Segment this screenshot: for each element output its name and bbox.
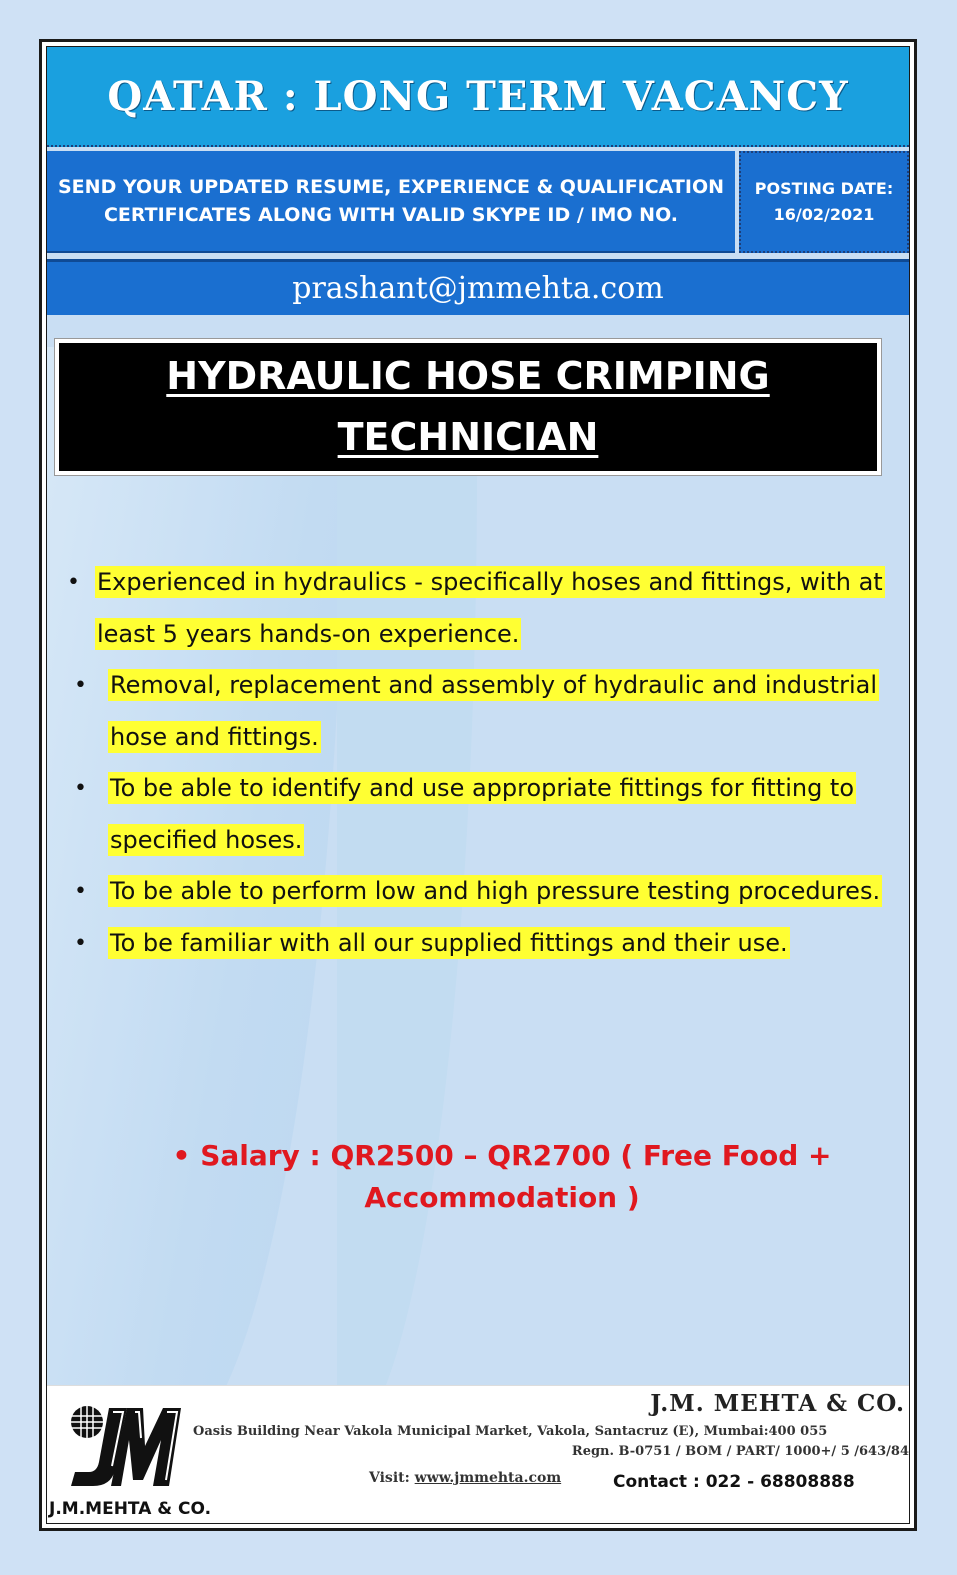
instructions-line-1: SEND YOUR UPDATED RESUME, EXPERIENCE & QUALIFICATION [58,176,724,198]
list-item [74,763,897,866]
logo-caption: J.M.MEHTA & CO. [49,1499,212,1519]
bullet-icon: • [74,879,87,904]
requirement-text: Experienced in hydraulics - specifically hoses and fittings, with at least 5 years hands-on experience. [97,568,883,648]
requirement-text: To be able to identify and use appropriate fittings for fitting to specified hoses. [110,774,855,854]
requirements-list [67,557,897,969]
posting-date-value: 16/02/2021 [773,205,875,224]
contact-email[interactable]: prashant@jmmehta.com [292,271,664,306]
job-title-box [55,339,881,475]
list-item [74,918,897,970]
page-title: QATAR : LONG TERM VACANCY [107,72,849,120]
website-line [369,1470,561,1486]
salary-line-2: Accommodation ) [364,1181,640,1214]
instructions-line-2: CERTIFICATES ALONG WITH VALID SKYPE ID / IMO NO. [103,204,679,226]
list-item [74,660,897,763]
requirement-text: To be able to perform low and high pressure testing procedures. [110,877,881,905]
salary-line-1: • Salary : QR2500 – QR2700 ( Free Food + [172,1139,832,1172]
bullet-icon: • [67,570,80,595]
info-row [47,151,909,253]
website-link[interactable]: www.jmmehta.com [414,1470,562,1486]
bullet-icon: • [74,930,87,956]
registration-number: Regn. B-0751 / BOM / PART/ 1000+/ 5 /643/84 [571,1444,909,1459]
bullet-icon: • [74,776,87,801]
poster-body [46,46,910,1524]
list-item [67,557,897,660]
contact-phone: Contact : 022 - 68808888 [613,1472,855,1492]
salary-text-1: Salary : QR2500 – QR2700 ( Free Food + [200,1139,832,1172]
salary-block [157,1135,847,1219]
requirement-text: To be familiar with all our supplied fittings and their use. [110,928,788,957]
company-name: J.M. MEHTA & CO. [650,1390,905,1417]
footer [47,1385,909,1523]
posting-date-label: POSTING DATE: [754,179,894,198]
company-logo-icon [65,1400,183,1494]
bullet-icon: • [74,673,87,698]
job-title-line-1: HYDRAULIC HOSE CRIMPING [166,354,770,398]
list-item [74,866,897,918]
posting-date-box [739,151,909,253]
company-address: Oasis Building Near Vakola Municipal Market, Vakola, Santacruz (E), Mumbai:400 055 [193,1424,828,1439]
instructions-box [47,151,735,253]
poster-frame [39,39,917,1531]
requirement-text: Removal, replacement and assembly of hydraulic and industrial hose and fittings. [110,671,877,751]
email-bar [47,259,909,315]
job-title-line-2: TECHNICIAN [337,415,599,459]
title-bar [47,47,909,147]
visit-label: Visit: [369,1470,410,1486]
